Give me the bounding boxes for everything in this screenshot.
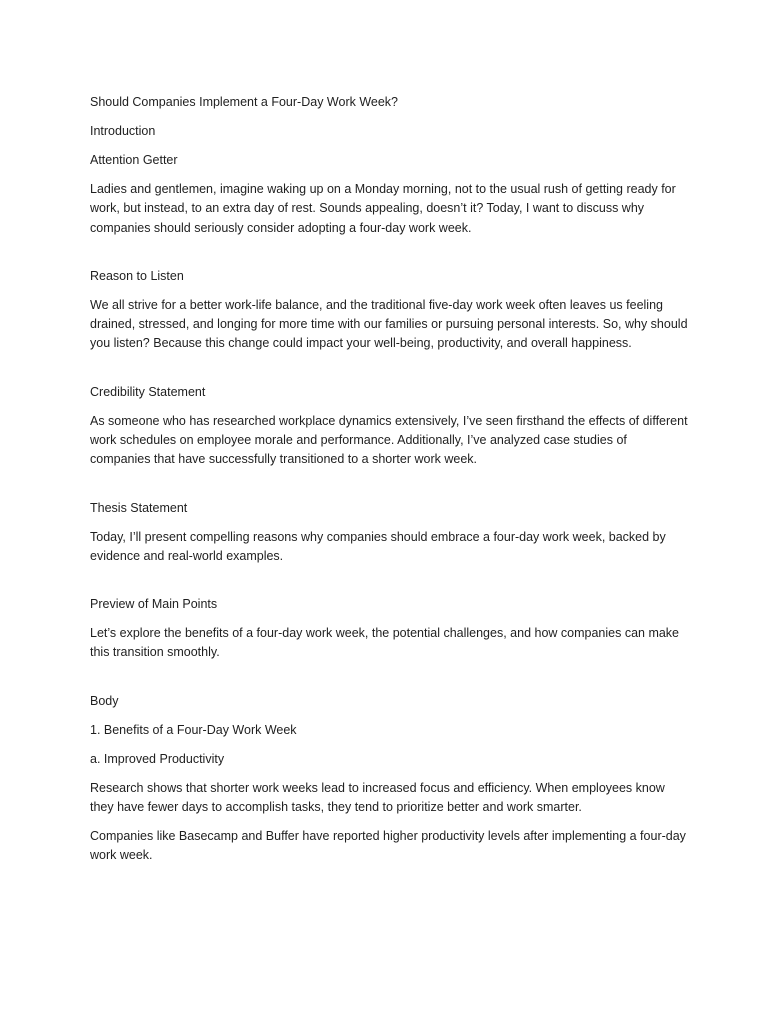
spacer (90, 479, 690, 498)
introduction-heading: Introduction (90, 123, 156, 138)
point-1a-text-1: Research shows that shorter work weeks lead to increased focus and efficiency. When employees know they have fewer days to accomplish tasks, they tend to prioritize better and work smarter. (90, 780, 665, 814)
point-1a-text-2: Companies like Basecamp and Buffer have reported higher productivity levels after implementing a four-day work week. (90, 828, 686, 863)
spacer (90, 248, 690, 267)
document-page (90, 93, 690, 875)
spacer (90, 363, 690, 382)
reason-to-listen-heading: Reason to Listen (90, 268, 184, 283)
credibility-statement-text: As someone who has researched workplace dynamics extensively, I’ve seen firsthand the effects of different work schedules on employee morale and performance. Additionally, I’ve analyzed case studies of companies that have successfully transitioned to a shorter work week. (90, 413, 688, 467)
point-1-heading: 1. Benefits of a Four-Day Work Week (90, 722, 297, 737)
attention-getter-text: Ladies and gentlemen, imagine waking up on a Monday morning, not to the usual rush of getting ready for work, but instead, to an extra day of rest. Sounds appealing, doesn’t it? Today, I want to discuss why companies should seriously consider adopting a four-day work week. (90, 181, 676, 235)
preview-text: Let’s explore the benefits of a four-day work week, the potential challenges, and how companies can make this transition smoothly. (90, 626, 680, 660)
reason-to-listen-text: We all strive for a better work-life balance, and the traditional five-day work week often leaves us feeling drained, stressed, and longing for more time with our families or pursuing personal interests. So, why should you listen? Because this change could impact your well-being, productivity, and overall happiness. (90, 297, 688, 351)
document-title: Should Companies Implement a Four-Day Work Week? (90, 95, 399, 109)
spacer (90, 672, 690, 691)
point-1a-heading: a. Improved Productivity (90, 751, 225, 766)
preview-heading: Preview of Main Points (90, 597, 218, 612)
spacer (90, 576, 690, 595)
credibility-statement-heading: Credibility Statement (90, 384, 206, 399)
body-heading: Body (90, 693, 119, 708)
thesis-statement-heading: Thesis Statement (90, 500, 188, 515)
attention-getter-heading: Attention Getter (90, 152, 178, 167)
thesis-statement-text: Today, I’ll present compelling reasons why companies should embrace a four-day work week, backed by evidence and real-world examples. (90, 529, 666, 563)
